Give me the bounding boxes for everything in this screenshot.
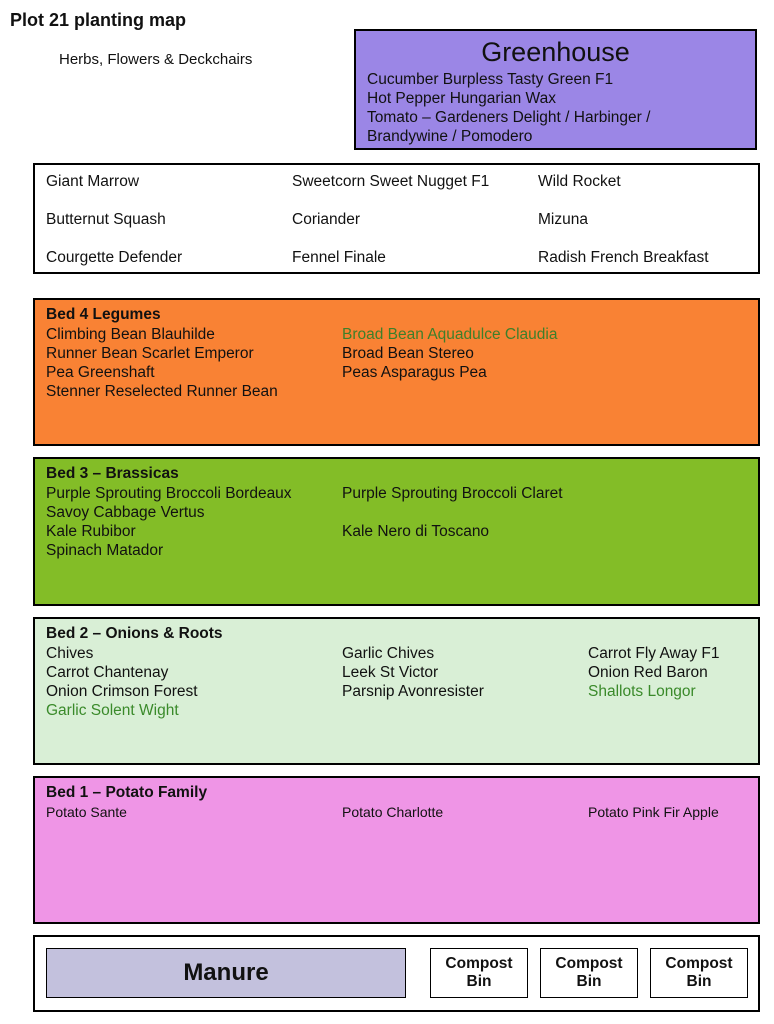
crop-item: Onion Crimson Forest <box>46 683 198 700</box>
page-title: Plot 21 planting map <box>10 10 187 30</box>
crop-item: Savoy Cabbage Vertus <box>46 504 205 521</box>
compost-bin: Compost Bin <box>540 948 638 998</box>
crop-item: Potato Pink Fir Apple <box>588 804 719 820</box>
crop-item <box>342 503 563 522</box>
crop-column <box>46 644 198 720</box>
crop-item: Courgette Defender <box>46 249 183 266</box>
crop-item: Purple Sprouting Broccoli Bordeaux <box>46 485 292 502</box>
crop-item: Chives <box>46 645 94 662</box>
bed-title: Bed 4 Legumes <box>46 306 161 323</box>
bed-1-potato-family <box>33 776 760 924</box>
crop-column <box>46 484 292 560</box>
crop-column <box>46 803 127 822</box>
crop-item: Wild Rocket <box>538 173 621 190</box>
crop-column <box>342 803 443 822</box>
crop-item: Cucumber Burpless Tasty Green F1 <box>367 71 614 88</box>
crop-item: Kale Rubibor <box>46 523 136 540</box>
compost-bin: Compost Bin <box>650 948 748 998</box>
bed-4-legumes <box>33 298 760 446</box>
greenhouse-section <box>354 29 757 150</box>
crop-item: Radish French Breakfast <box>538 249 709 266</box>
bed-2-onions-roots <box>33 617 760 765</box>
crop-item: Parsnip Avonresister <box>342 683 484 700</box>
bed-title: Bed 1 – Potato Family <box>46 784 208 801</box>
crop-item: Coriander <box>292 211 361 228</box>
crop-item: Butternut Squash <box>46 211 166 228</box>
crop-column <box>46 325 278 401</box>
crop-item: Onion Red Baron <box>588 664 708 681</box>
crop-column <box>588 644 720 701</box>
crop-item: Runner Bean Scarlet Emperor <box>46 345 254 362</box>
crop-column <box>342 484 563 541</box>
crop-item: Purple Sprouting Broccoli Claret <box>342 485 563 502</box>
crop-item: Potato Charlotte <box>342 804 444 820</box>
crop-item: Broad Bean Aquadulce Claudia <box>342 326 558 343</box>
crop-item: Spinach Matador <box>46 542 164 559</box>
crop-item: Peas Asparagus Pea <box>342 364 487 381</box>
page-subtitle: Herbs, Flowers & Deckchairs <box>59 51 253 68</box>
utility-area <box>33 935 760 1012</box>
crop-item: Fennel Finale <box>292 249 386 266</box>
greenhouse-title: Greenhouse <box>481 37 630 67</box>
crop-item: Broad Bean Stereo <box>342 345 474 362</box>
crop-item: Sweetcorn Sweet Nugget F1 <box>292 173 490 190</box>
crop-item: Giant Marrow <box>46 173 140 190</box>
crop-item: Mizuna <box>538 211 588 228</box>
crop-item: Shallots Longor <box>588 683 696 700</box>
bed-title: Bed 3 – Brassicas <box>46 465 179 482</box>
open-crop-area <box>33 163 760 274</box>
crop-column <box>342 325 557 382</box>
bed-3-brassicas <box>33 457 760 606</box>
crop-item: Garlic Chives <box>342 645 435 662</box>
manure-area: Manure <box>46 948 406 998</box>
crop-item: Carrot Chantenay <box>46 664 169 681</box>
crop-column <box>342 644 484 701</box>
crop-item: Tomato – Gardeners Delight / Harbinger / <box>367 109 651 126</box>
crop-item: Pea Greenshaft <box>46 364 155 381</box>
crop-item: Carrot Fly Away F1 <box>588 645 720 662</box>
crop-item: Garlic Solent Wight <box>46 702 179 719</box>
greenhouse-crop-list <box>367 70 755 146</box>
crop-item: Brandywine / Pomodero <box>367 128 533 145</box>
bed-title: Bed 2 – Onions & Roots <box>46 625 223 642</box>
crop-item: Kale Nero di Toscano <box>342 523 490 540</box>
crop-item: Potato Sante <box>46 804 127 820</box>
compost-bin: Compost Bin <box>430 948 528 998</box>
crop-item: Stenner Reselected Runner Bean <box>46 383 278 400</box>
crop-item: Leek St Victor <box>342 664 439 681</box>
crop-item: Climbing Bean Blauhilde <box>46 326 215 343</box>
crop-item: Hot Pepper Hungarian Wax <box>367 90 556 107</box>
crop-column <box>588 803 719 822</box>
